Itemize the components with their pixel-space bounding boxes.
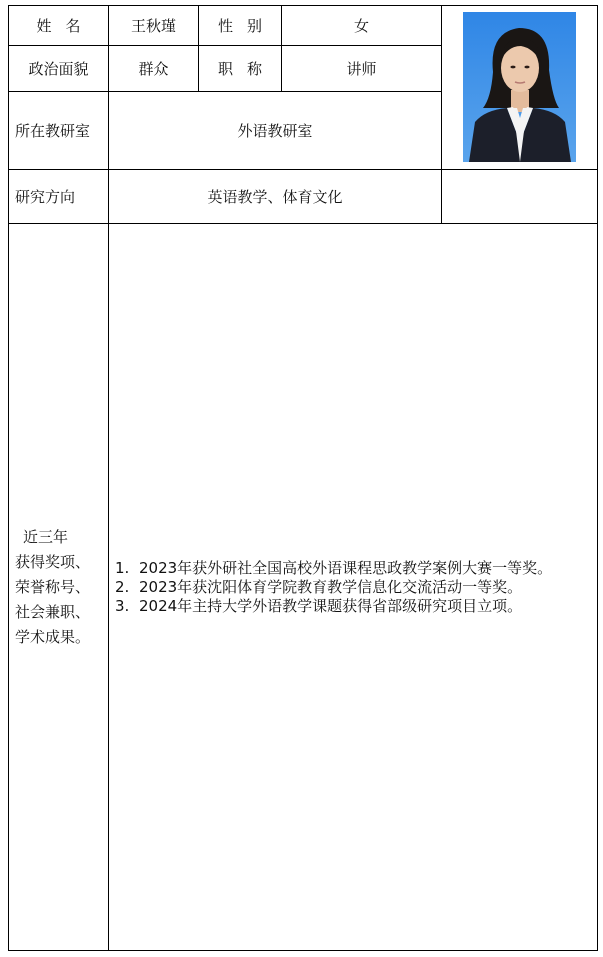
achievement-text: 2023年获沈阳体育学院教育教学信息化交流活动一等奖。	[139, 577, 523, 596]
achievements-label-line: 社会兼职、	[15, 602, 91, 621]
dept-label: 所在教研室	[9, 92, 109, 170]
achievement-number: 2.	[115, 577, 130, 596]
political-label: 政治面貌	[9, 46, 109, 92]
research-value: 英语教学、体育文化	[109, 170, 442, 224]
achievement-number: 1.	[115, 558, 130, 577]
achievement-text: 2024年主持大学外语教学课题获得省部级研究项目立项。	[139, 596, 523, 615]
gender-label: 性别	[199, 6, 282, 46]
title-label: 职称	[199, 46, 282, 92]
achievement-item	[115, 596, 597, 616]
gender-value: 女	[282, 6, 442, 46]
dept-value: 外语教研室	[109, 92, 442, 170]
empty-cell	[442, 170, 598, 224]
achievements-list-cell	[109, 224, 598, 951]
achievements-label	[9, 224, 109, 951]
name-value: 王秋瑾	[109, 6, 199, 46]
achievements-label-line: 学术成果。	[15, 627, 91, 646]
achievements-label-line: 荣誉称号、	[15, 577, 91, 596]
achievement-number: 3.	[115, 596, 130, 615]
title-value: 讲师	[282, 46, 442, 92]
achievement-text: 2023年获外研社全国高校外语课程思政教学案例大赛一等奖。	[139, 558, 553, 577]
profile-table	[8, 5, 598, 951]
achievement-item	[115, 577, 597, 597]
photo-cell	[442, 6, 598, 170]
achievements-list	[109, 559, 597, 616]
achievements-label-line: 近三年	[23, 527, 69, 546]
political-value: 群众	[109, 46, 199, 92]
name-label: 姓名	[9, 6, 109, 46]
achievements-label-line: 获得奖项、	[15, 552, 91, 571]
research-label: 研究方向	[9, 170, 109, 224]
portrait-photo	[463, 12, 576, 162]
achievement-item	[115, 558, 597, 578]
